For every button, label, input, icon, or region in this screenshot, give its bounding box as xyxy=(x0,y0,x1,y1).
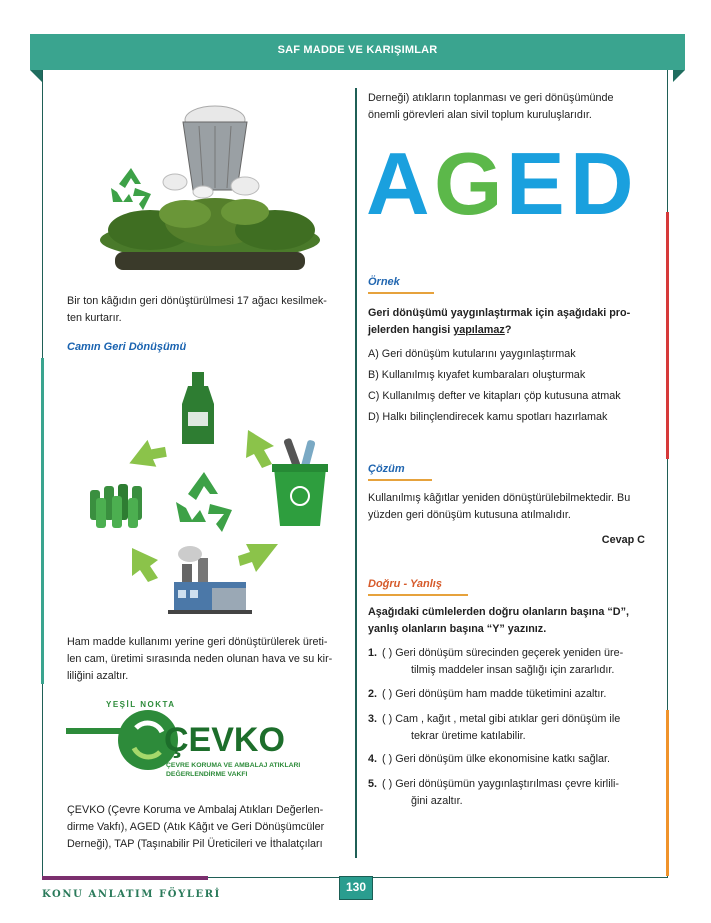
aged-letter-d: D xyxy=(570,134,634,233)
cevko-subtitle-1: ÇEVRE KORUMA VE AMBALAJ ATIKLARI xyxy=(166,762,301,769)
tf-item-2: 2. ( ) Geri dönüşüm ham madde tüketimini azaltır. xyxy=(368,686,653,704)
solution-tag: Çözüm xyxy=(368,463,405,475)
true-false-tag: Doğru - Yanlış xyxy=(368,578,442,590)
glass-recycling-heading: Camın Geri Dönüşümü xyxy=(67,341,187,353)
page-number: 130 xyxy=(339,876,373,900)
option-d: D) Halkı bilinçlendirecek kamu spotları hazırlamak xyxy=(368,411,608,423)
true-false-tag-underline xyxy=(368,594,468,596)
recycle-icon xyxy=(176,472,232,532)
footer-bar xyxy=(42,876,208,880)
question-line-2: jelerden hangisi yapılamaz? xyxy=(368,324,512,336)
tf-item-4: 4. ( ) Geri dönüşüm ülke ekonomisine katkı sağlar. xyxy=(368,751,653,769)
cevko-arc-text: YEŞİL NOKTA xyxy=(106,700,176,709)
column-divider xyxy=(355,88,357,858)
solution-line-2: yüzden geri dönüşüm kutusuna atılmalıdır. xyxy=(368,509,571,521)
tf-item-2-line-1: ( ) Geri dönüşüm ham madde tüketimini azaltır. xyxy=(382,688,607,700)
tf-item-3-line-1: ( ) Cam , kağıt , metal gibi atıklar geri dönüşüm ile xyxy=(382,713,621,725)
solution-tag-underline xyxy=(368,479,432,481)
paper-caption-line-1: Bir ton kâğıdın geri dönüştürülmesi 17 ağacı kesilmek- xyxy=(67,295,327,307)
solution-line-1: Kullanılmış kâğıtlar yeniden dönüştürülebilmektedir. Bu xyxy=(368,492,631,504)
tf-item-5: 5. ( ) Geri dönüşümün yaygınlaştırılması çevre kirlili- ğini azaltır. xyxy=(368,776,653,812)
tf-item-5-line-2: ğini azaltır. xyxy=(411,795,463,807)
org-text-cont-line-2: önemli görevleri alan sivil toplum kuruluşlarıdır. xyxy=(368,109,592,121)
aged-letter-a: A xyxy=(366,134,430,233)
cevko-subtitle-2: DEĞERLENDİRME VAKFI xyxy=(166,771,248,778)
tf-item-3: 3. ( ) Cam , kağıt , metal gibi atıklar geri dönüşüm ile tekrar üretime katılabilir. xyxy=(368,711,653,747)
aged-letter-g: G xyxy=(434,134,503,233)
page-title: SAF MADDE VE KARIŞIMLAR xyxy=(277,44,438,56)
bottles-icon xyxy=(90,484,142,528)
tf-item-3-line-2: tekrar üretime katılabilir. xyxy=(411,730,526,742)
glass-caption-line-1: Ham madde kullanımı yerine geri dönüştürülerek üreti- xyxy=(67,636,328,648)
glass-recycling-diagram xyxy=(78,368,338,620)
org-text-cont-line-1: Derneği) atıkların toplanması ve geri dönüşümünde xyxy=(368,92,614,104)
example-tag: Örnek xyxy=(368,276,400,288)
tf-item-1-line-2: tilmiş maddeler insan sağlığı için zararlıdır. xyxy=(411,664,615,676)
cevko-logo xyxy=(66,700,344,782)
bottle-icon xyxy=(182,372,214,444)
tf-item-1: 1. ( ) Geri dönüşüm sürecinden geçerek yeniden üre- tilmiş maddeler insan sağlığı için zararlıdır. xyxy=(368,645,653,681)
cevko-name: ÇEVKO xyxy=(164,721,285,759)
example-tag-underline xyxy=(368,292,434,294)
accent-bar-green xyxy=(41,358,44,684)
ribbon-fold-right xyxy=(673,70,685,82)
aged-logo xyxy=(366,134,646,233)
tf-item-1-line-1: ( ) Geri dönüşüm sürecinden geçerek yeniden üre- xyxy=(382,647,624,659)
aged-letter-e: E xyxy=(506,134,565,233)
glass-caption-line-2: len cam, üretimi sırasında neden olunan hava ve su kir- xyxy=(67,653,333,665)
paper-caption-line-2: ten kurtarır. xyxy=(67,312,122,324)
tf-item-4-line-1: ( ) Geri dönüşüm ülke ekonomisine katkı sağlar. xyxy=(382,753,611,765)
question-emphasis: yapılamaz xyxy=(453,324,505,336)
trees-icon xyxy=(100,198,320,270)
option-c: C) Kullanılmış defter ve kitapları çöp kutusuna atmak xyxy=(368,390,621,402)
recycle-icon xyxy=(111,168,151,210)
org-text-line-2: dirme Vakfı), AGED (Atık Kâğıt ve Geri Dönüşümcüler xyxy=(67,821,325,833)
footer-label: KONU ANLATIM FÖYLERİ xyxy=(42,889,221,900)
accent-bar-red xyxy=(666,212,669,459)
paper-recycling-illustration xyxy=(95,92,325,274)
option-a: A) Geri dönüşüm kutularını yaygınlaştırmak xyxy=(368,348,576,360)
tf-instruction-line-2: yanlış olanların başına “Y” yazınız. xyxy=(368,623,547,635)
option-b: B) Kullanılmış kıyafet kumbaraları oluşturmak xyxy=(368,369,586,381)
question-line-1: Geri dönüşümü yaygınlaştırmak için aşağıdaki pro- xyxy=(368,307,631,319)
org-text-line-1: ÇEVKO (Çevre Koruma ve Ambalaj Atıkları Değerlen- xyxy=(67,804,324,816)
glass-caption-line-3: liliğini azaltır. xyxy=(67,670,129,682)
accent-bar-orange xyxy=(666,710,669,876)
ribbon-fold-left xyxy=(30,70,42,82)
org-text-line-3: Derneği), TAP (Taşınabilir Pil Üreticileri ve İthalatçıları xyxy=(67,838,323,850)
tf-item-5-line-1: ( ) Geri dönüşümün yaygınlaştırılması çevre kirlili- xyxy=(382,778,619,790)
answer: Cevap C xyxy=(601,534,645,546)
recycle-bin-icon xyxy=(272,438,328,526)
tf-instruction-line-1: Aşağıdaki cümlelerden doğru olanların başına “D”, xyxy=(368,606,629,618)
wastebasket-icon xyxy=(163,106,259,198)
